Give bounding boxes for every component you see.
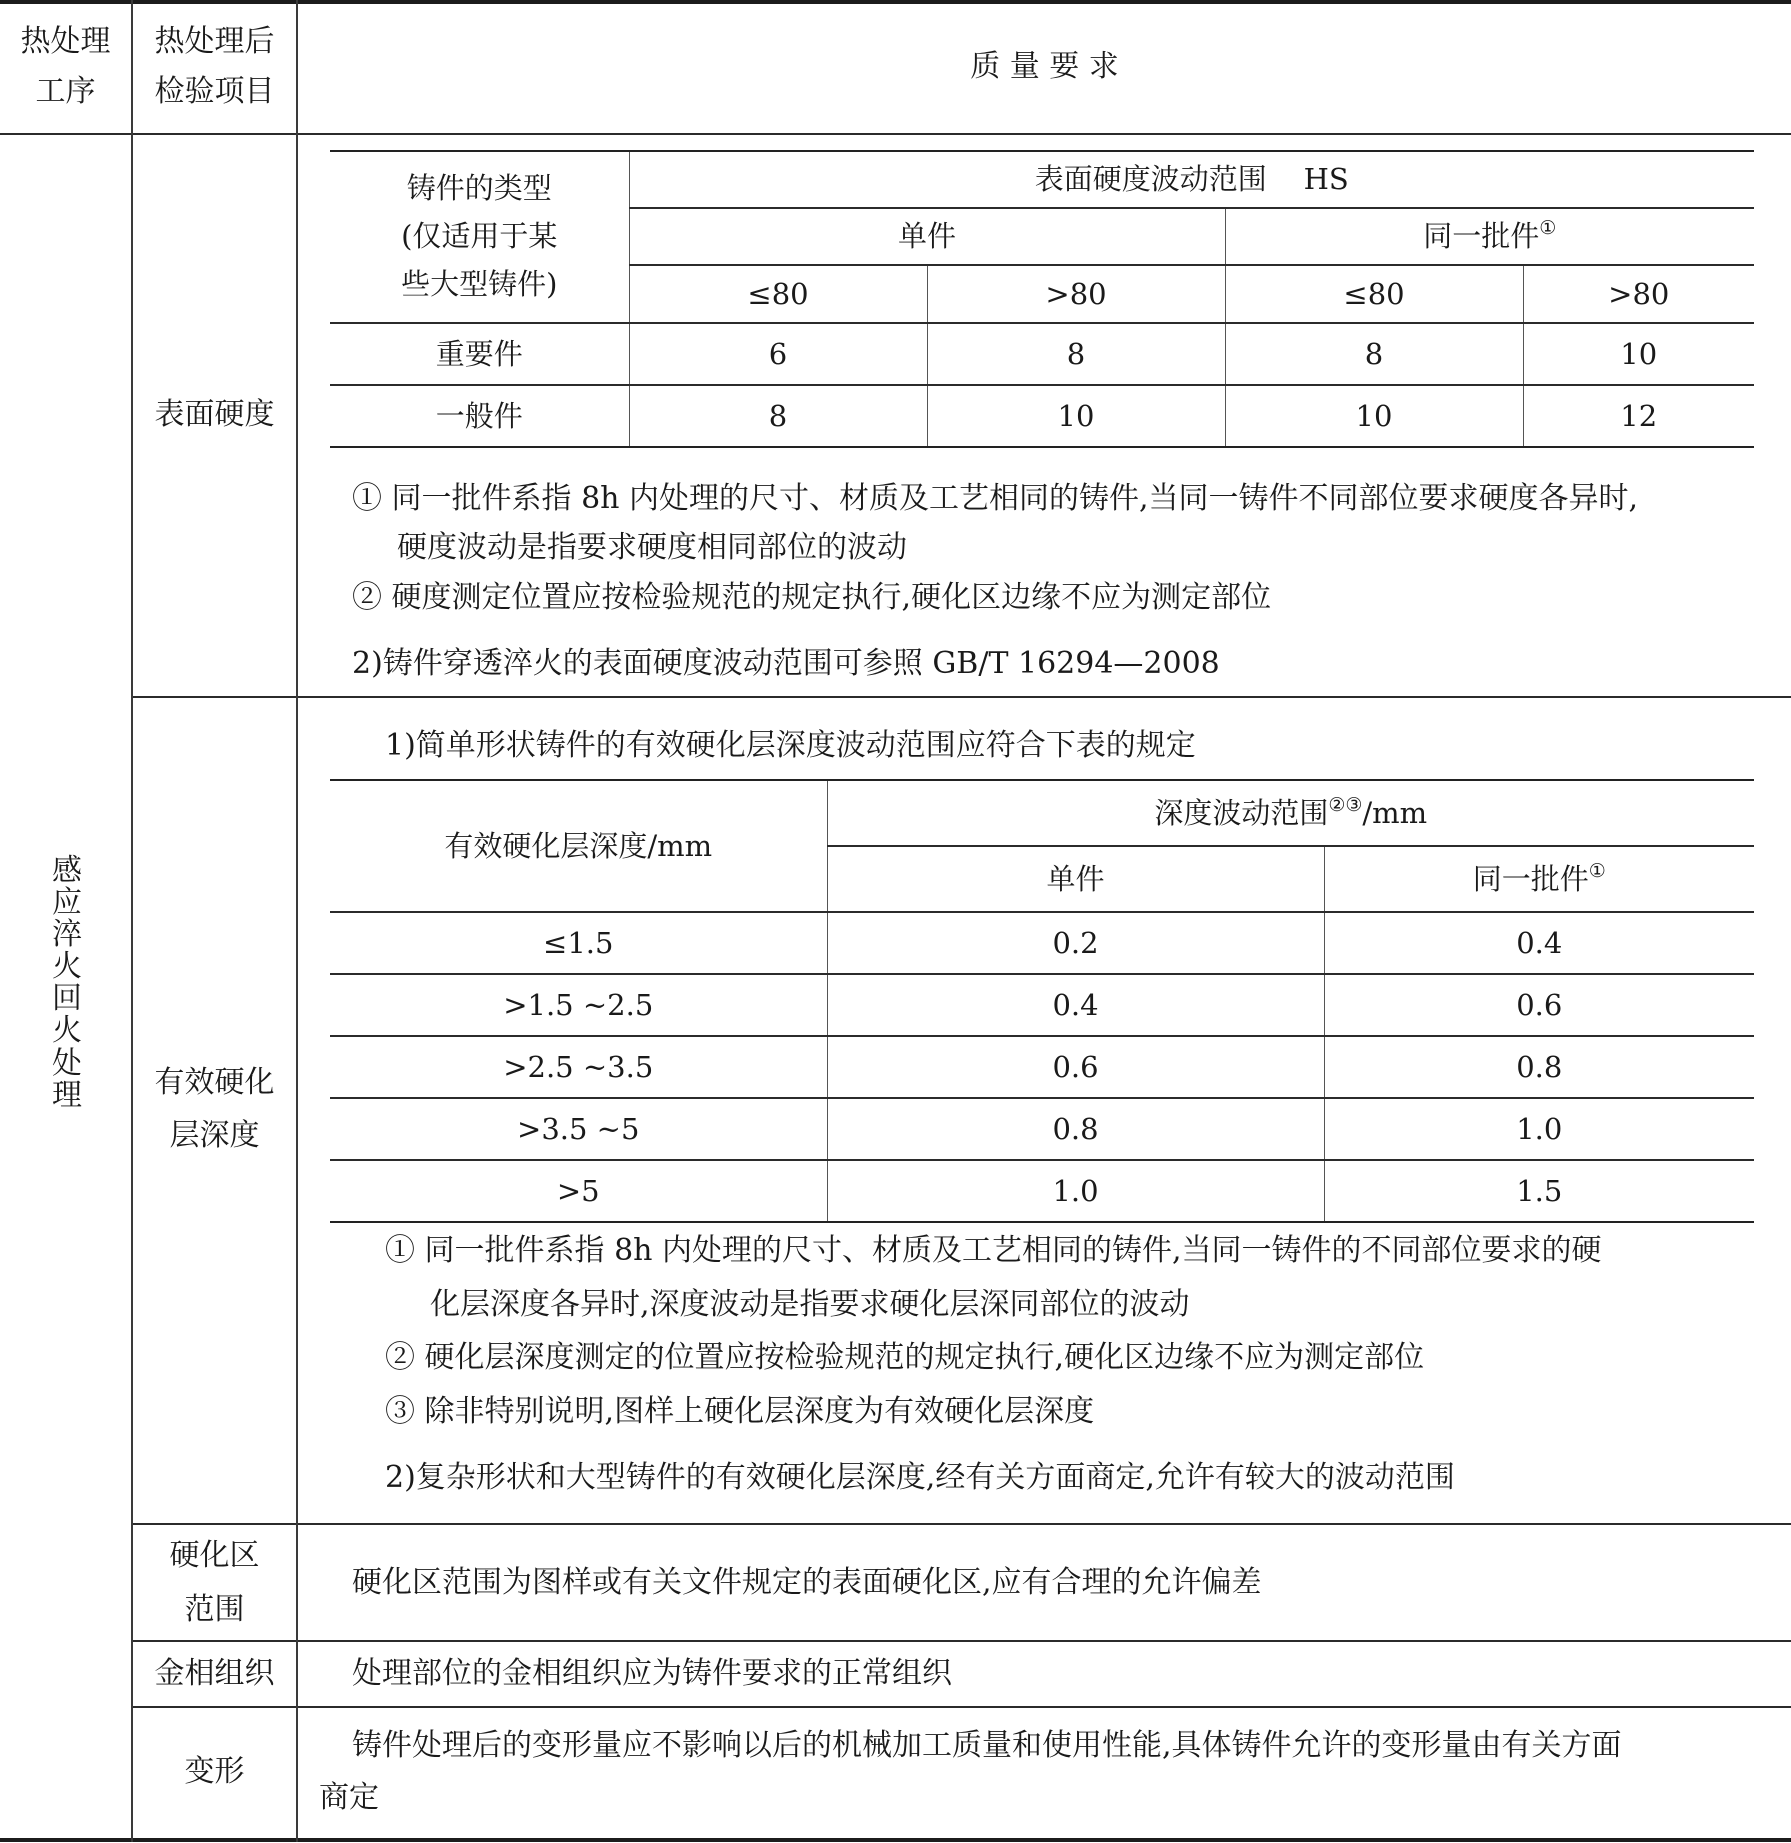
same-batch-header [1324, 846, 1754, 912]
single-piece-header: 单件 [827, 846, 1324, 912]
microstructure-bottom-rule [133, 1706, 1791, 1708]
deformation-text-line2: 商定 [319, 1780, 379, 1815]
table-row [330, 974, 1754, 1036]
surface-note-2: ② 硬度测定位置应按检验规范的规定执行,硬化区边缘不应为测定部位 [352, 580, 1272, 615]
surface-note-1: ① 同一批件系指 8h 内处理的尺寸、材质及工艺相同的铸件,当同一铸件不同部位要求硬度各异时, [352, 481, 1639, 516]
cell: 8 [1225, 323, 1523, 385]
cell: 0.2 [827, 912, 1324, 974]
case-depth-bottom-rule [133, 1523, 1791, 1525]
cell: 8 [629, 385, 927, 447]
table-row [330, 385, 1754, 447]
hardened-zone-text: 硬化区范围为图样或有关文件规定的表面硬化区,应有合理的允许偏差 [352, 1565, 1262, 1600]
col2-divider [296, 0, 298, 1842]
depth-range-unit: /mm [1362, 795, 1428, 830]
cell: 0.4 [827, 974, 1324, 1036]
table-row [330, 912, 1754, 974]
depth-note-2: ② 硬化层深度测定的位置应按检验规范的规定执行,硬化区边缘不应为测定部位 [385, 1340, 1425, 1375]
same-batch-label: 同一批件 [1423, 219, 1540, 254]
cell: 8 [927, 323, 1225, 385]
process-label: 感应淬火回火处理 [52, 853, 82, 1113]
deformation-text-line1: 铸件处理后的变形量应不影响以后的机械加工质量和使用性能,具体铸件允许的变形量由有关方面 [352, 1728, 1622, 1763]
cell: 0.6 [1324, 974, 1754, 1036]
col-header: ≤80 [629, 265, 927, 323]
depth-note-1: ① 同一批件系指 8h 内处理的尺寸、材质及工艺相同的铸件,当同一铸件的不同部位要求的硬 [385, 1233, 1602, 1268]
depth-range-label: 深度波动范围 [1154, 795, 1329, 830]
cell: 1.0 [1324, 1098, 1754, 1160]
surface-hardness-table [330, 150, 1754, 448]
casting-type-line1: 铸件的类型 [406, 171, 552, 206]
depth-cell: >5 [330, 1160, 827, 1222]
footnote-ref: ②③ [1328, 793, 1363, 816]
casting-type-header [330, 151, 629, 323]
header-item-line1: 热处理后 [154, 24, 275, 59]
case-depth-label-line2: 层深度 [169, 1118, 260, 1153]
header-process-line1: 热处理 [20, 24, 111, 59]
header-process-line2: 工序 [35, 74, 96, 109]
header-item-line2: 检验项目 [154, 74, 275, 109]
depth-range-header [827, 780, 1754, 846]
row-label: 一般件 [330, 385, 629, 447]
case-depth-table [330, 779, 1754, 1223]
cell: 0.6 [827, 1036, 1324, 1098]
same-batch-header [1225, 208, 1754, 265]
header-bottom-rule [0, 133, 1791, 135]
header-quality-requirements: 质 量 要 求 [970, 49, 1119, 84]
footnote-ref: ① [1588, 859, 1606, 882]
depth-header: 有效硬化层深度/mm [330, 780, 827, 912]
same-batch-label: 同一批件 [1472, 861, 1589, 896]
table-bottom-rule [0, 1838, 1791, 1842]
table-row [330, 1036, 1754, 1098]
hardened-zone-label-line1: 硬化区 [169, 1538, 260, 1573]
cell: 10 [1523, 323, 1754, 385]
cell: 12 [1523, 385, 1754, 447]
single-piece-header: 单件 [629, 208, 1225, 265]
surface-note-1-cont: 硬度波动是指要求硬度相同部位的波动 [397, 530, 907, 565]
depth-cell: ≤1.5 [330, 912, 827, 974]
hardened-zone-label-line2: 范围 [184, 1592, 245, 1627]
microstructure-label: 金相组织 [154, 1656, 275, 1691]
col-header: >80 [927, 265, 1225, 323]
depth-cell: >1.5 ~2.5 [330, 974, 827, 1036]
casting-type-line2: (仅适用于某 [401, 219, 558, 254]
cell: 10 [1225, 385, 1523, 447]
col-header: >80 [1523, 265, 1754, 323]
table-top-rule [0, 0, 1791, 4]
depth-item-2: 2)复杂形状和大型铸件的有效硬化层深度,经有关方面商定,允许有较大的波动范围 [385, 1460, 1455, 1495]
case-depth-item-1: 1)简单形状铸件的有效硬化层深度波动范围应符合下表的规定 [385, 728, 1196, 763]
col-header: ≤80 [1225, 265, 1523, 323]
table-row [330, 1098, 1754, 1160]
cell: 1.0 [827, 1160, 1324, 1222]
case-depth-label-line1: 有效硬化 [154, 1065, 275, 1100]
microstructure-text: 处理部位的金相组织应为铸件要求的正常组织 [352, 1656, 952, 1691]
hardness-range-header: 表面硬度波动范围 HS [629, 151, 1754, 208]
cell: 1.5 [1324, 1160, 1754, 1222]
cell: 0.8 [827, 1098, 1324, 1160]
table-row [330, 323, 1754, 385]
table-row [330, 1160, 1754, 1222]
deformation-label: 变形 [184, 1754, 245, 1789]
surface-item-2: 2)铸件穿透淬火的表面硬度波动范围可参照 GB/T 16294—2008 [352, 646, 1220, 681]
row-label: 重要件 [330, 323, 629, 385]
cell: 0.8 [1324, 1036, 1754, 1098]
depth-note-1-cont: 化层深度各异时,深度波动是指要求硬化层深同部位的波动 [430, 1287, 1190, 1322]
surface-hardness-label: 表面硬度 [154, 397, 275, 432]
cell: 0.4 [1324, 912, 1754, 974]
hardened-zone-bottom-rule [133, 1640, 1791, 1642]
depth-cell: >3.5 ~5 [330, 1098, 827, 1160]
surface-hardness-bottom-rule [133, 696, 1791, 698]
cell: 10 [927, 385, 1225, 447]
casting-type-line3: 些大型铸件) [401, 266, 558, 301]
cell: 6 [629, 323, 927, 385]
footnote-ref: ① [1539, 217, 1557, 240]
depth-note-3: ③ 除非特别说明,图样上硬化层深度为有效硬化层深度 [385, 1394, 1095, 1429]
depth-cell: >2.5 ~3.5 [330, 1036, 827, 1098]
